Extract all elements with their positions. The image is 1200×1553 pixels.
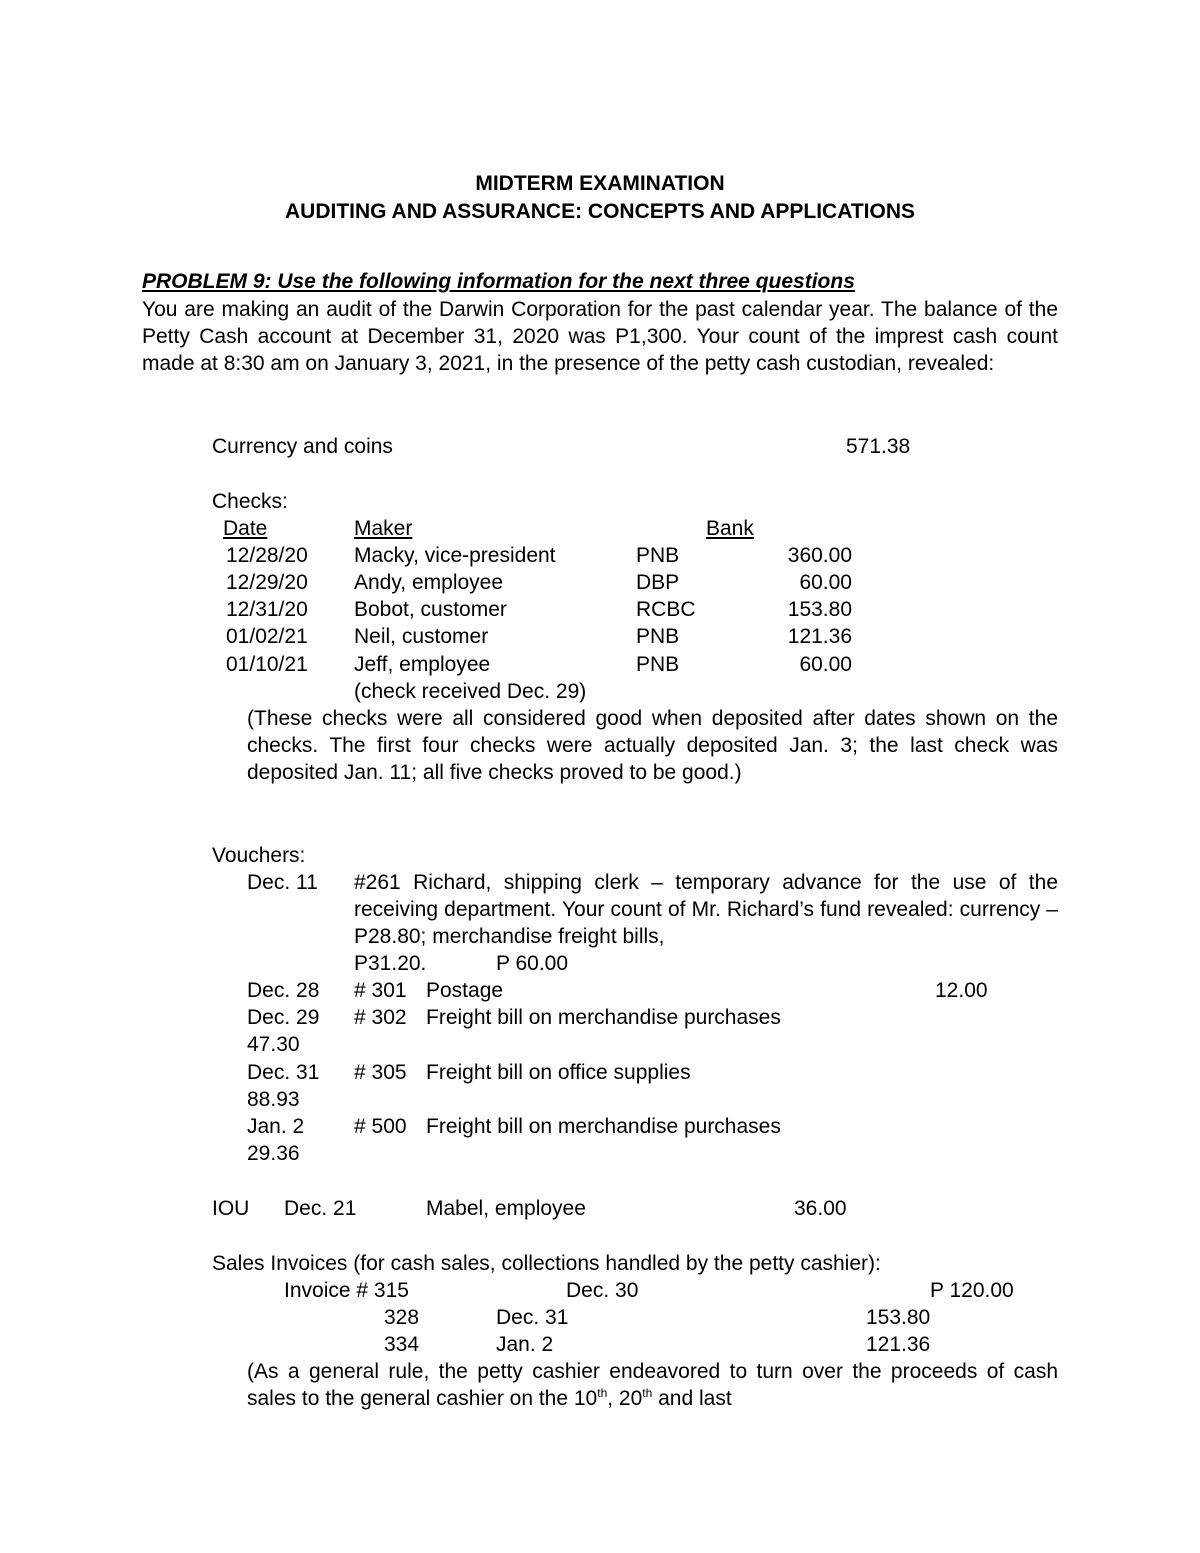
- checks-header-date: Date: [223, 517, 268, 540]
- problem-intro: You are making an audit of the Darwin Corporation for the past calendar year. The balance of the Petty Cash account at December 31, 2020 was P1,300. Your count of the imprest cash count made at 8:30 am on January 3, 2021, in the presence of the petty cash custodian, revealed:: [142, 298, 1058, 375]
- check-maker: Neil, customer: [354, 625, 489, 648]
- check-amount: 60.00: [799, 571, 852, 594]
- voucher-number: # 302: [354, 1006, 407, 1029]
- invoice-number: 328: [384, 1306, 420, 1329]
- iou-amount: 36.00: [794, 1197, 847, 1220]
- check-bank: PNB: [636, 653, 680, 676]
- iou-who: Mabel, employee: [426, 1197, 586, 1220]
- check-maker: Macky, vice-president: [354, 544, 556, 567]
- invoice-date: Dec. 31: [496, 1306, 569, 1329]
- page-subtitle: AUDITING AND ASSURANCE: CONCEPTS AND APPLICATIONS: [284, 200, 915, 223]
- check-maker: Jeff, employee: [354, 653, 491, 676]
- voucher-number: # 301: [354, 979, 407, 1002]
- check-date: 12/29/20: [226, 571, 308, 594]
- sales-note-end: and last: [652, 1387, 732, 1410]
- voucher-desc: Freight bill on merchandise purchases: [426, 1115, 781, 1138]
- check-maker: Andy, employee: [354, 571, 504, 594]
- checks-label: Checks:: [212, 490, 288, 513]
- check-amount: 121.36: [787, 625, 852, 648]
- check-amount: 153.80: [787, 598, 852, 621]
- page-title: MIDTERM EXAMINATION: [475, 172, 725, 195]
- voucher-date: Dec. 11: [247, 871, 318, 894]
- voucher-date: Dec. 28: [247, 979, 320, 1002]
- vouchers-label: Vouchers:: [212, 844, 306, 867]
- voucher-date: Jan. 2: [247, 1115, 305, 1138]
- voucher-amount: 29.36: [247, 1142, 300, 1165]
- iou-date: Dec. 21: [284, 1197, 357, 1220]
- check-amount: 360.00: [787, 544, 852, 567]
- problem-heading: PROBLEM 9: Use the following information for the next three questions: [142, 270, 855, 293]
- sales-note-sup: th: [597, 1386, 608, 1400]
- voucher-number: # 305: [354, 1061, 407, 1084]
- voucher-date: Dec. 31: [247, 1061, 320, 1084]
- sales-label: Sales Invoices (for cash sales, collections handled by the petty cashier):: [212, 1252, 881, 1275]
- voucher-261-freight: P31.20.: [354, 952, 427, 975]
- sales-note-comma: , 20: [607, 1387, 643, 1410]
- check-date: 01/10/21: [226, 653, 308, 676]
- check-date: 01/02/21: [226, 625, 308, 648]
- sales-note: [247, 1358, 1058, 1412]
- voucher-desc: Postage: [426, 979, 504, 1002]
- invoice-amount: 153.80: [866, 1306, 931, 1329]
- invoice-amount: 121.36: [866, 1333, 931, 1356]
- check-maker: Bobot, customer: [354, 598, 507, 621]
- check-date: 12/31/20: [226, 598, 308, 621]
- invoice-date: Dec. 30: [566, 1279, 639, 1302]
- check-bank: PNB: [636, 544, 680, 567]
- voucher-261-total: P 60.00: [496, 952, 569, 975]
- invoice-number: Invoice # 315: [284, 1279, 409, 1302]
- check-bank: PNB: [636, 625, 680, 648]
- voucher-date: Dec. 29: [247, 1006, 320, 1029]
- currency-label: Currency and coins: [212, 435, 393, 458]
- voucher-amount: 88.93: [247, 1088, 300, 1111]
- check-bank: RCBC: [636, 598, 696, 621]
- sales-note-sup: th: [642, 1386, 653, 1400]
- invoice-number: 334: [384, 1333, 420, 1356]
- invoice-amount: P 120.00: [930, 1279, 1014, 1302]
- iou-label: IOU: [212, 1197, 250, 1220]
- voucher-desc: Freight bill on office supplies: [426, 1061, 691, 1084]
- check-row-note: (check received Dec. 29): [354, 680, 587, 703]
- check-amount: 60.00: [799, 653, 852, 676]
- check-date: 12/28/20: [226, 544, 308, 567]
- invoice-date: Jan. 2: [496, 1333, 554, 1356]
- voucher-amount: 12.00: [935, 979, 988, 1002]
- checks-header-bank: Bank: [706, 517, 754, 540]
- currency-amount: 571.38: [846, 435, 911, 458]
- voucher-261-text: #261 Richard, shipping clerk – temporary advance for the use of the receiving department. Your count of Mr. Richard’s fund revealed: currency – P28.80; merchandise freight bills,: [354, 871, 1058, 948]
- voucher-desc: Freight bill on merchandise purchases: [426, 1006, 781, 1029]
- checks-header-maker: Maker: [354, 517, 413, 540]
- sales-note-text: (As a general rule, the petty cashier endeavored to turn over the proceeds of cash sales to the general cashier on the 10: [247, 1360, 1058, 1410]
- checks-note: (These checks were all considered good when deposited after dates shown on the checks. The first four checks were actually deposited Jan. 3; the last check was deposited Jan. 11; all five checks proved to be good.): [247, 707, 1058, 784]
- voucher-number: # 500: [354, 1115, 407, 1138]
- check-bank: DBP: [636, 571, 680, 594]
- voucher-amount: 47.30: [247, 1033, 300, 1056]
